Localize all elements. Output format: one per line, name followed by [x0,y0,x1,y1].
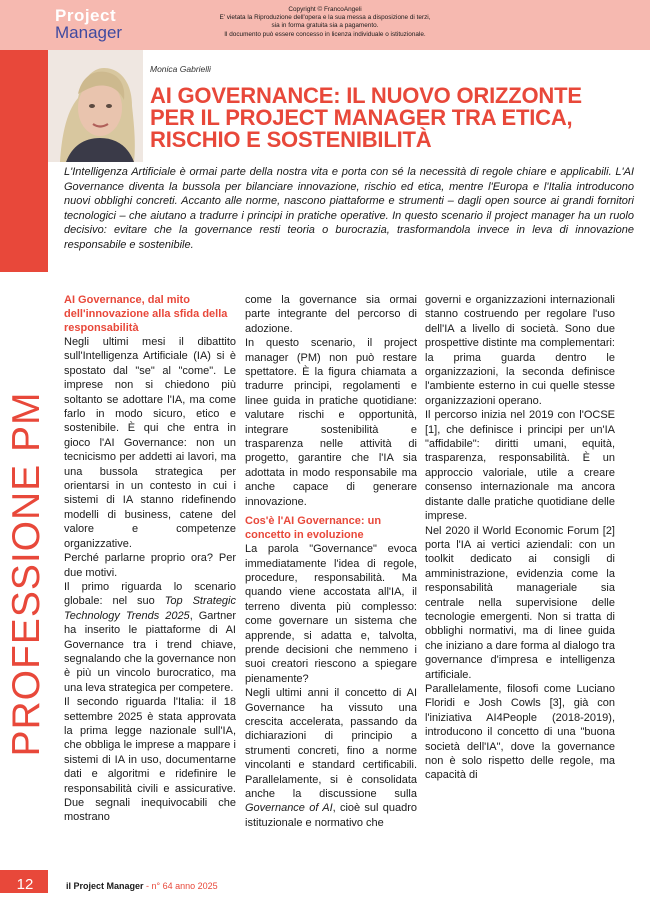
author-name: Monica Gabrielli [150,64,211,74]
paragraph: governi e organizzazioni internazionali stanno costruendo per regolare l'uso dell'IA a livello di società. Sono due prospettive distinte ma complementari: la prima guarda dentro le organizzazioni, la seconda definisce l'ambiente esterno in cui quelle stesse organizzazioni operano. [425,294,615,407]
text-span: , Gartner ha inserito le piattaforme di AI Governance tra i trend chiave, segnalando che la governance non è più un vincolo burocratico, ma una leva strategica per competere. [64,609,236,694]
section-heading: AI Governance, dal mito dell'innovazione alla sfida della responsabilità [64,294,228,334]
author-photo [48,50,143,162]
paragraph [64,580,236,695]
italic-title: Top Strategic Technology Trends 2025 [64,595,236,622]
paragraph: Il percorso inizia nel 2019 con l'OCSE [1], che definisce i principi per un'IA "affidabile": diritti umani, equità, trasparenza, responsabilità. È un approccio valoriale, utile a creare consenso internazionale ma ancora distante dalle pratiche quotidiane delle imprese. [425,409,615,523]
article-title: AI GOVERNANCE: IL NUOVO ORIZZONTE PER IL PROJECT MANAGER TRA ETICA, RISCHIO E SOSTENIBILITÀ [150,83,582,152]
paragraph: Il secondo riguarda l'Italia: il 18 settembre 2025 è stata approvata la prima legge nazionale sull'IA, che obbliga le imprese a mappare i sistemi di IA in uso, documentarne dati e algoritmi e ridefinire le responsabilità civili e assicurative. Due segnali inequivocabili che mostrano [64,696,236,824]
copyright-line: E' vietata la Riproduzione dell'opera e la sua messa a disposizione di terzi, [219,14,431,22]
text-column-3 [425,293,615,783]
section-label: PROFESSIONE PM [5,391,48,757]
paragraph: come la governance sia ormai parte integrante del percorso di adozione. [245,294,417,335]
side-band-gap [0,893,48,919]
paragraph: Parallelamente, filosofi come Luciano Floridi e Josh Cowls [3], già con l'iniziativa AI4People (2018-2019), introducono il concetto di una "buona società dell'IA", dove la governance non è solo rispetto delle regole, ma capacità di [425,682,615,782]
footer-journal: il Project Manager [66,881,144,891]
page-number: 12 [16,876,34,893]
section-heading: Cos'è l'AI Governance: un concetto in evoluzione [245,515,382,542]
copyright-line: Il documento può essere concesso in licenza individuale o istituzionale. [224,30,426,38]
text-span: Il primo riguarda lo scenario globale: nel suo [64,580,236,608]
copyright-line: sia in forma gratuita sia a pagamento. [271,22,379,30]
text-column-1 [64,293,236,825]
footer-issue: - n° 64 anno 2025 [143,881,218,891]
paragraph: La parola "Governance" evoca immediatamente l'idea di regole, procedure, responsabilità. Ma quando viene accostata all'IA, il terreno diventa più complesso: come governare un sistema che apprende, si adatta e, talvolta, prende decisioni che nemmeno i suoi creatori riescono a spiegare pienamente? [245,543,417,685]
logo-line-project: Project [55,6,117,25]
page-footer [66,881,218,891]
text-span: Negli ultimi anni il concetto di AI Governance ha vissuto una crescita accelerata, passando da dichiarazioni di principio a strumenti concreti, fino a norme vincolanti e standard certificabili. Parallelamente, si è consolidata anche la discussione sulla [245,687,417,800]
paragraph: In questo scenario, il project manager (PM) non può restare spettatore. È la figura chiamata a tradurre principi, regolamenti e linee guida in pratiche quotidiane: valutare rischi e opportunità, integrare sostenibilità e trasparenza nelle attività di progetto, garantire che l'IA sia adottata in modo responsabile ma anche capace di generare innovazione. [245,337,417,508]
copyright-line: Copyright © FrancoAngeli [288,6,362,13]
article-abstract: L'Intelligenza Artificiale è ormai parte della nostra vita e porta con sé la necessità di regole chiare e applicabili. L'AI Governance diventa la bussola per bilanciare innovazione, rischio ed etica, mentre l'Europa e l'Italia introducono nuovi obblighi concreti. Accanto alle norme, nascono piattaforme e strumenti – dagli open source ai grandi fornitori tecnologici – che aiutano a tradurre i principi in pratiche operative. In questo scenario il project manager ha un ruolo decisivo: evitare che la governance resti teoria o burocrazia, trasformandola invece in leva di innovazione responsabile e sostenibile. [64,166,634,251]
paragraph: Nel 2020 il World Economic Forum [2] porta l'IA ai vertici aziendali: con un toolkit dedicato ai consigli di amministrazione, evidenzia come la responsabilità manageriale sia centrale nella supervisione delle tecnologie emergenti. Non si tratta di obblighi normativi, ma di linee guida che iniziano a dare forma al dialogo tra governance d'impresa e intelligenza artificiale. [425,524,615,681]
italic-term: Governance of AI [245,802,333,815]
magazine-logo [55,7,145,45]
copyright-notice [190,6,460,39]
logo-line-manager: Manager [55,23,123,42]
text-span: , cioè sul quadro istituzionale e normativo che [245,802,418,829]
paragraph: Perché parlarne proprio ora? Per due motivi. [64,552,236,579]
text-column-2 [245,293,417,830]
paragraph: Negli ultimi mesi il dibattito sull'Intelligenza Artificiale (IA) si è spostato dal "se" al "come". Le imprese non si chiedono più soltanto se adottare l'IA, ma come farlo in modo sicuro, etico e sostenibile. È qui che entra in gioco l'AI Governance: non un tecnicismo per addetti ai lavori, ma una bussola strategica per orientarsi in un contesto in cui i sistemi di IA stanno ridefinendo modelli di business, catene del valore e competenze organizzative. [64,336,236,550]
paragraph [245,686,417,830]
